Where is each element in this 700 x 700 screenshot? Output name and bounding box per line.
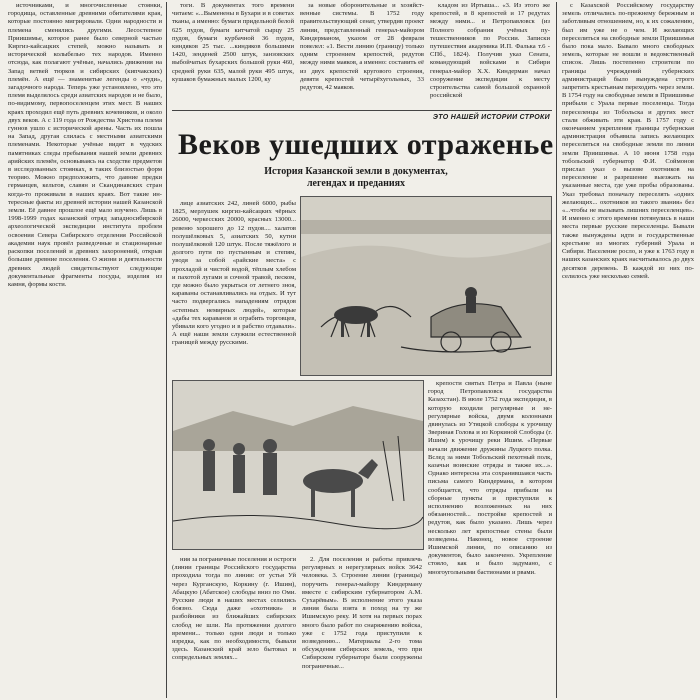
column-text: с Казахской Российскому государству земель отличались по-прежнему бережным и заботливым отношением, но, к их сожалению, был им уже не о чем. И желающих переселиться на свободные земли Приишимья было пока мало. Бывало много свободных земель, которые не вошли в ведомственный список. Лишь постепенно строители по границы учреждений губернских администраций было вынуждена строго запретить крестьянам переходить через земли. В 1754 году на свободные земли в Приишимье прибыли с Урала первые поселенцы. Тогда переселенцы из Тобольска и других мест стали обживать эти края. В 1757 году с окончанием укрепления границы губернская администрация объявила запись желающих переселиться на свободные земли по линии земли Приишимья. А 10 июня 1758 года тобольский губернатор Ф.И. Соймонов прислал указ о вызове охотников на переселение и разрешение выезжать на указанные места, где уже пробы образованы. Указ требовал поначалу переселять «одних желающих... охотников из такого звания» без «...чтобы не вызывать лишних переселенцев». И именно с этого времени потянулись в наши места первые русские переселенцы. Бывали также вынуждены идти и государственные крестьяне из многих губерний Урала и Сибири. Население росло, и уже к 1763 году в наших казанских краях насчитывалось до двух десятков деревень. В каждой из них поселилось уже несколько семей. bbox=[562, 2, 694, 280]
column-text: источниками, и многочисленные стоянки, городища, оставленные древними обитателями края, которые постоянно мигрировали. Одни народности и племена сменялись другими. Лесостепное Приишимье, которое ранее было северной частью Киргиз-кайсацких степей, можно называть и исторической колыбелью тех народов. Именно отсюда, как полагают учёные, начались движения на Запад ветвей тюрков и сибирских (кипчакских) племён. А ещё — знаменитые легенды о «чуди», загадочного народа. Теперь уже установлено, что это племя выделялось среди азиатских народов и не было, по-видимому, первопоселенцем этих мест. В наших краях проходил ещё путь древних кочевников, и около двух веков. А с 119 года от Рождества Христова племя гуннов ушло с исторической арены. Часть их пошла на Запад, другая слилась с местными азиатскими племенами. Некоторые учёные видят в чудских памятниках следы пребывания нашей земли древних арийских племён, основываясь на сходстве предметов в исследованных стоянках, в таких близостью форм теорию. Можно предположить, что давние предки германцев, кельтов, славян и Скандинавских стран когда-то проживали в наших краях. Вот такие интересные факты из древней истории нашей Казанской земли. Её давнее прошлое ещё мало изучено. Лишь в 1998-1999 годах казанский отряд западносибирской археологической экспедиции института проблем освоения Севера Сибирского отделения Российской академии наук провёл разведочные и стационарные раскопки поселений и древних захоронений, открыв большие древние поселения. О жизни и деятельности древних людей свидетельствуют следующие документальные фрагменты посуды, изделия из камня, формы кости. bbox=[8, 2, 162, 288]
column-text: за новые оборонительные и хозяйственные системы. В 1752 году правительствующий сенат, утвердив проект линии, представленный генерал-майором Киндерманом, указом от 28 февраля повелел: «1. Вести линию (границу) только одним строением крепостей, редутов между ними маяков, а именно: составить её из двух крепостей кругового строения, девяти крепостей четырёхугольных, 33 редутов, 42 маяков. bbox=[300, 2, 424, 92]
article-column-8 bbox=[302, 556, 422, 698]
article-column-9 bbox=[428, 380, 552, 698]
article-subheadline bbox=[236, 166, 476, 190]
article-column-2 bbox=[172, 2, 294, 106]
column-text: кладом из Иртыша... «3. Из этого же крепостей, в 8 крепостей и 17 редутах между ними... и Петропавловск (из Полного собрания учёных путешественников по России. Записки путешествия академика И.П. Фалька т.6 - СПб., 1824). Получив указ Сената, командующий войсками в Сибири генерал-майор Х.Х. Киндерман начал сооружение экспедиции к месту строительства самой большой охранной российской bbox=[430, 2, 550, 100]
column-text: лице азиатских 242, линей 6000, рыбы 1825, мерлушек киргиз-кайсацких чёрных 26000, черкесских 20000, красных 13000... ревеню хорошего до 12 пудов.... халатов полушёлковых 5, азиатских 50, кутни полушёлковой 120 штук. После тяжёлого и долгого пути по пустынным и степям, уводя за собой «райские места» с прохладой и чистой водой, тёплым хлебом и пахотой лугами и сочной травой, песком, где можно было укрыться от летнего зноя, караваны останавливались на отдых. И тут часто подвергались нападениям отрядов «степных немирных людей», которые «дабы тех караванов и ограбить торговцев, убивали кого угодно и в рабство отдавали». А ещё наши земли служили естественной границей между русскими. bbox=[172, 200, 296, 347]
article-column-5 bbox=[562, 2, 694, 698]
illustration-people-with-horses bbox=[172, 380, 424, 550]
subheadline-line-2: легендах и преданиях bbox=[306, 178, 406, 189]
column-divider bbox=[166, 2, 167, 698]
rubric-label: ЭТО НАШЕЙ ИСТОРИИ СТРОКИ bbox=[432, 114, 550, 121]
article-column-7 bbox=[172, 556, 296, 698]
subheadline-line-1: История Казанской земли в документах, bbox=[264, 166, 448, 177]
column-text: тоги. В документах того времени читаем: «...Выменены в Бухари и в советах тканы, а именно: бумаги придельной белой 625 пудов, бумаги китчатой сырцу 25 пудов, бумаги курбачной 36 пудов, киндяков 25 тыс. ...киндяков большими 1420, зенденей 2500 штук, занзовских выбойчатых бухарских большой руки 460, средней руки 635, малой руки 495 штук, кушаков бумажных малых 1200, ку bbox=[172, 2, 294, 83]
column-text: крепости святых Петра и Павла (ныне город Петропавловск государства Казахстан). В июле 1752 года экспедиция, в которую входили регулярные и нерегулярные войска, двумя колоннами двинулась из Утяцкой слободы к урочищу Звериная Голова и из Коркиной Слободы (г. Ишим) к урочищу реки Ишим. «Первые начали движение дружины Луцкого полка. Вслед за ними Тобольский пехотный полк, казачьи воинские отряды и также их...». Однако интересна эта сохранившаяся часть письма самого Киндермана, в котором сообщается, что отряды прибыли на сборные пункты и приступили к исполнению возложенных на них обязанностей... постройке крепостей и редутов, как было указано. Лишь через несколько лет крепостные стены были возведены. Наконец, новое строение Ишимской линии, по описанию из документов, было закончено. Укрепление стояло, как и было задумано, с многоугольными бастионами и рвами. bbox=[428, 380, 552, 576]
article-headline: Веков ушедших отраженье bbox=[178, 128, 554, 161]
article-column-6 bbox=[172, 200, 296, 376]
header-rule bbox=[172, 110, 552, 111]
column-text: 2. Для поселения и работы привлечь регулярных и нерегулярных войск 3642 человека. 3. Строение линии (границы) поручить генерал-майору Киндерману вместе с сибирским губернатором А.М. Сухарёвым». В исполнение этого указа линия была взята в поход на ту же Ишимскую реку. И хотя на первых порах много было работ по снаряжению войска, уже с 1752 года приступили к возведению... Материалы 2-го тома обсуждения сибирских земель, что при Сибирском губернаторе были сооружены пограничные... bbox=[302, 556, 422, 670]
column-divider bbox=[556, 2, 557, 698]
article-column-3 bbox=[300, 2, 424, 106]
article-column-1 bbox=[8, 2, 162, 698]
article-column-4 bbox=[430, 2, 550, 106]
column-text: ния за пограничные поселения и остроги (линии границы Российского государства проходила тогда по линии: от устья Уй через Курганскую, Коркину (г. Ишим), Абацкую (Абатское) слободы вниз по Оми. Русские люди в наших местах селились боязно. Сюда даже «охотники» и разбойники из ближайших сибирских слобод не шли. На протяжении долгого времени... только одни люди и только изредка, как по необходимости, бывали здесь. Казанский край зело бытовал и сопредельных землях... bbox=[172, 556, 296, 662]
illustration-sleigh-horses bbox=[300, 196, 552, 376]
